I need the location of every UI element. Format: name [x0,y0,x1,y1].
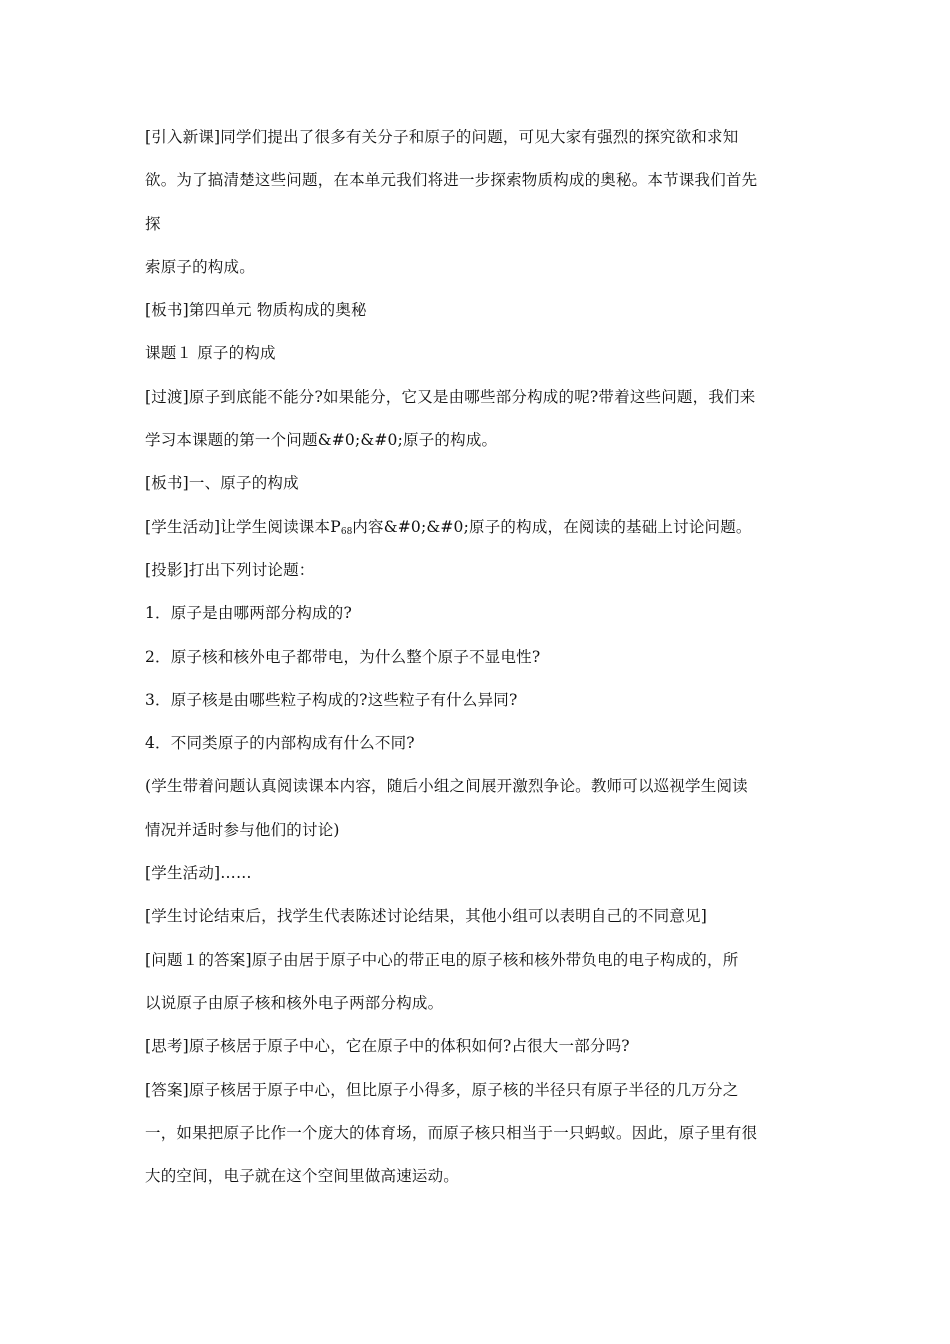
paragraph-line: [过渡]原子到底能不能分?如果能分，它又是由哪些部分构成的呢?带着这些问题，我们来 [145,387,756,406]
paragraph-line: 欲。为了搞清楚这些问题，在本单元我们将进一步探索物质构成的奥秘。本节课我们首先 [145,171,758,190]
paragraph-line: [引入新课]同学们提出了很多有关分子和原子的问题，可见大家有强烈的探究欲和求知 [145,128,739,146]
paragraph-line: 索原子的构成。 [145,257,255,276]
answer-line: [答案]原子核居于原子中心，但比原子小得多，原子核的半径只有原子半径的几万分之 [145,1080,739,1099]
page-ref-number: 68 [340,526,353,537]
document-body [145,122,810,1204]
paragraph-line: 探 [145,214,161,233]
page-ref-letter: P [330,517,341,536]
discussion-question-2: 2．原子核和核外电子都带电，为什么整个原子不显电性? [145,647,541,666]
projection-heading: [投影]打出下列讨论题： [145,560,315,579]
activity-text: [学生活动]让学生阅读课本 [145,517,331,536]
answer-line: 一，如果把原子比作一个庞大的体育场，而原子核只相当于一只蚂蚁。因此，原子里有很 [145,1123,758,1142]
answer-line: 大的空间，电子就在这个空间里做高速运动。 [145,1167,460,1186]
discussion-question-3: 3．原子核是由哪些粒子构成的?这些粒子有什么异同? [145,690,518,709]
answer-1-line: 以说原子由原子核和核外电子两部分构成。 [145,993,444,1012]
student-activity-line [145,512,810,555]
think-question: [思考]原子核居于原子中心，它在原子中的体积如何?占很大一部分吗? [145,1037,630,1056]
activity-text-rest: 内容&#0;&#0;原子的构成，在阅读的基础上讨论问题。 [352,517,752,536]
discussion-question-1: 1．原子是由哪两部分构成的? [145,604,352,623]
paragraph-line: 情况并适时参与他们的讨论) [145,820,340,839]
board-heading: [板书]一、原子的构成 [145,474,299,493]
paragraph-line: [学生讨论结束后，找学生代表陈述讨论结果，其他小组可以表明自己的不同意见] [145,907,707,926]
board-heading: [板书]第四单元 物质构成的奥秘 [145,301,367,320]
discussion-question-4: 4．不同类原子的内部构成有什么不同? [145,734,415,753]
answer-1-line: [问题１的答案]原子由居于原子中心的带正电的原子核和核外带负电的电子构成的，所 [145,950,739,969]
paragraph-line: 学习本课题的第一个问题&#0;&#0;原子的构成。 [145,431,498,450]
lesson-title: 课题１ 原子的构成 [145,344,276,363]
paragraph-line: [学生活动]…… [145,864,252,883]
paragraph-line: (学生带着问题认真阅读课本内容，随后小组之间展开激烈争论。教师可以巡视学生阅读 [145,777,748,796]
